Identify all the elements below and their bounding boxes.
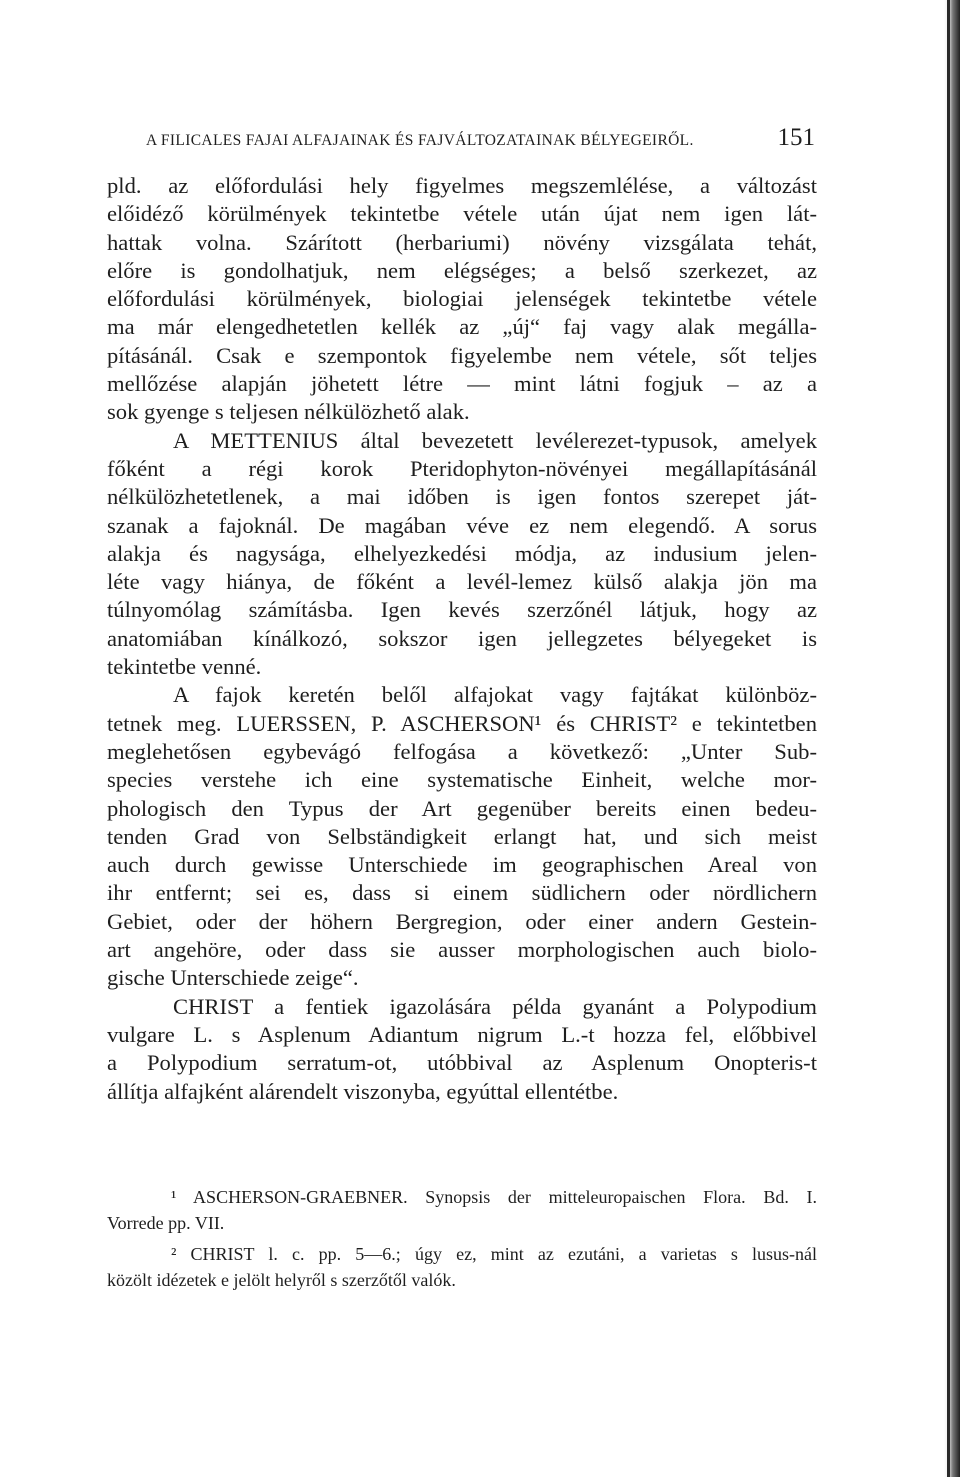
page-number: 151 [777, 124, 815, 151]
text-line: előfordulási körülmények, biologiai jelenségek tekintetbe vétele [107, 286, 817, 312]
footnote-1-line: Vorrede pp. VII. [107, 1212, 225, 1233]
body-text [107, 172, 817, 1106]
footnote-2-line: közölt idézetek e jelölt helyről s szerzőtől valók. [107, 1269, 456, 1290]
text-line: előidéző körülmények tekintetbe vétele után újat nem igen lát- [107, 201, 817, 227]
text-line: tetnek meg. LUERSSEN, P. ASCHERSON¹ és CHRIST² e tekintetben [107, 710, 817, 736]
text-line: gische Unterschiede zeige“. [107, 965, 359, 991]
text-line: hattak volna. Szárított (herbariumi) növény vizsgálata tehát, [107, 229, 817, 255]
text-line: species verstehe ich eine systematische Einheit, welche mor- [107, 767, 817, 793]
text-line: túlnyomólag számításba. Igen kevés szerzőnél látjuk, hogy az [107, 597, 817, 623]
text-line: meglehetősen egybevágó felfogása a következő: „Unter Sub- [107, 738, 817, 764]
text-line: art angehöre, oder dass sie ausser morphologischen auch biolo- [107, 937, 817, 963]
text-line: phologisch den Typus der Art gegenüber bereits einen bedeu- [107, 795, 817, 821]
paragraph-start-line: A METTENIUS által bevezetett levélerezet-typusok, amelyek [173, 427, 817, 453]
paragraph-start-line: CHRIST a fentiek igazolására példa gyanánt a Polypodium [173, 993, 817, 1019]
text-line: mellőzése alapján jöhetett létre — mint látni fogjuk – az a [107, 371, 817, 397]
text-line: a Polypodium serratum-ot, utóbbival az Asplenum Onopteris-t [107, 1050, 817, 1076]
text-line: léte vagy hiánya, de főként a levél-lemez külső alakja jön ma [107, 569, 817, 595]
text-line: nélkülözhetetlenek, a mai időben is igen fontos szerepet ját- [107, 484, 817, 510]
text-line: ihr entfernt; sei es, dass si einem südlichern oder nördlichern [107, 880, 817, 906]
text-line: sok gyenge s teljesen nélkülözhető alak. [107, 399, 470, 425]
text-line: pld. az előfordulási hely figyelmes megszemlélése, a változást [107, 173, 817, 198]
text-line: anatomiában kínálkozó, sokszor igen jellegzetes bélyegeket is [107, 625, 817, 651]
text-line: állítja alfajként alárendelt viszonyba, egyúttal ellentétbe. [107, 1078, 619, 1104]
page-header [107, 124, 817, 164]
footnote-2-line: ² CHRIST l. c. pp. 5—6.; úgy ez, mint az ezutáni, a varietas s lusus-nál [171, 1244, 817, 1264]
text-line: tekintetbe venné. [107, 654, 262, 680]
text-line: ma már elengedhetetlen kellék az „új“ faj vagy alak megálla- [107, 314, 817, 340]
text-line: főként a régi korok Pteridophyton-növényei megállapításánál [107, 455, 817, 481]
scan-binding-line [947, 0, 950, 1477]
footnote-1-line: ¹ ASCHERSON-GRAEBNER. Synopsis der mitteleuropaischen Flora. Bd. I. [171, 1187, 817, 1207]
text-line: Gebiet, oder der höhern Bergregion, oder einer andern Gestein- [107, 908, 817, 934]
running-head: A FILICALES FAJAI ALFAJAINAK ÉS FAJVÁLTOZATAINAK BÉLYEGEIRŐL. [146, 132, 694, 149]
text-line: pításánál. Csak e szempontok figyelembe nem vétele, sőt teljes [107, 342, 817, 368]
text-line: előre is gondolhatjuk, nem elégséges; a belső szerkezet, az [107, 257, 817, 283]
footnotes [107, 1185, 817, 1293]
text-line: tenden Grad von Selbständigkeit erlangt hat, und sich meist [107, 823, 817, 849]
text-line: szanak a fajoknál. De magában véve ez nem elegendő. A sorus [107, 512, 817, 538]
paragraph-start-line: A fajok keretén belől alfajokat vagy fajtákat különböz- [173, 682, 817, 708]
text-line: vulgare L. s Asplenum Adiantum nigrum L.-t hozza fel, előbbivel [107, 1021, 817, 1047]
text-line: alakja és nagysága, elhelyezkedési módja, az indusium jelen- [107, 540, 817, 566]
text-line: auch durch gewisse Unterschiede im geographischen Areal von [107, 852, 817, 878]
